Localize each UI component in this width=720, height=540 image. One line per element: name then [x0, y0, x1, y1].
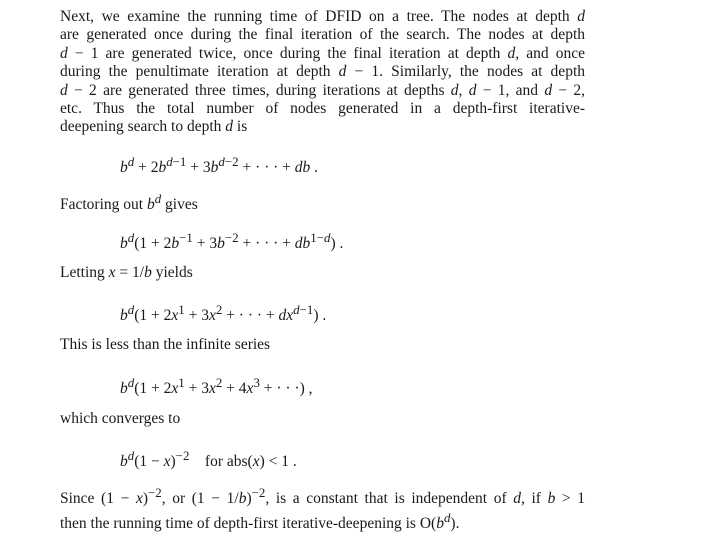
equation-sum: $b^d + 2b^{d-1} + 3b^{d-2}$ + · · · + db .	[120, 154, 319, 177]
intro-line: etc. Thus the total number of nodes generated in a depth-first iterative-	[60, 100, 585, 118]
intro-paragraph	[60, 8, 585, 137]
intro-line: are generated once during the final iteration of the search. The nodes at depth	[60, 26, 585, 44]
series-text: This is less than the infinite series	[60, 336, 271, 353]
intro-line: d − 2 are generated three times, during iterations at depths d, d − 1, and d − 2,	[60, 81, 586, 99]
letting-text: Letting x = 1/b yields	[60, 264, 193, 281]
intro-line: during the penultimate iteration at depth d − 1. Similarly, the nodes at depth	[60, 63, 585, 81]
equation-infinite-series: $b^d(1 + 2x^1 + 3x^2 + 4x^3$ + · · ·) ,	[120, 375, 313, 398]
equation-factored: $b^d(1 + 2b^{-1} + 3b^{-2}$ + · · · + $db^{1-d}$) .	[120, 230, 344, 253]
intro-line: deepening search to depth d is	[60, 118, 248, 136]
conclusion-paragraph	[60, 484, 585, 533]
intro-line: Next, we examine the running time of DFID on a tree. The nodes at depth d	[60, 8, 585, 25]
equation-substituted: $b^d(1 + 2x^1 + 3x^2$ + · · · + $dx^{d-1}$) .	[120, 302, 327, 325]
conclusion-line: then the running time of depth-first iterative-deepening is $O(b^d)$.	[60, 509, 460, 532]
factoring-text: Factoring out $b^d$ gives	[60, 191, 198, 214]
intro-line: d − 1 are generated twice, once during the final iteration at depth d, and once	[60, 44, 586, 62]
equation-limit: $b^d(1 - x)^{-2}$ for abs(x) < 1 .	[120, 448, 297, 471]
converges-text: which converges to	[60, 410, 181, 427]
conclusion-line: Since $(1 - x)^{-2}$, or $(1 - 1/b)^{-2}$, is a constant that is independent of d, if b > 1	[60, 485, 586, 508]
